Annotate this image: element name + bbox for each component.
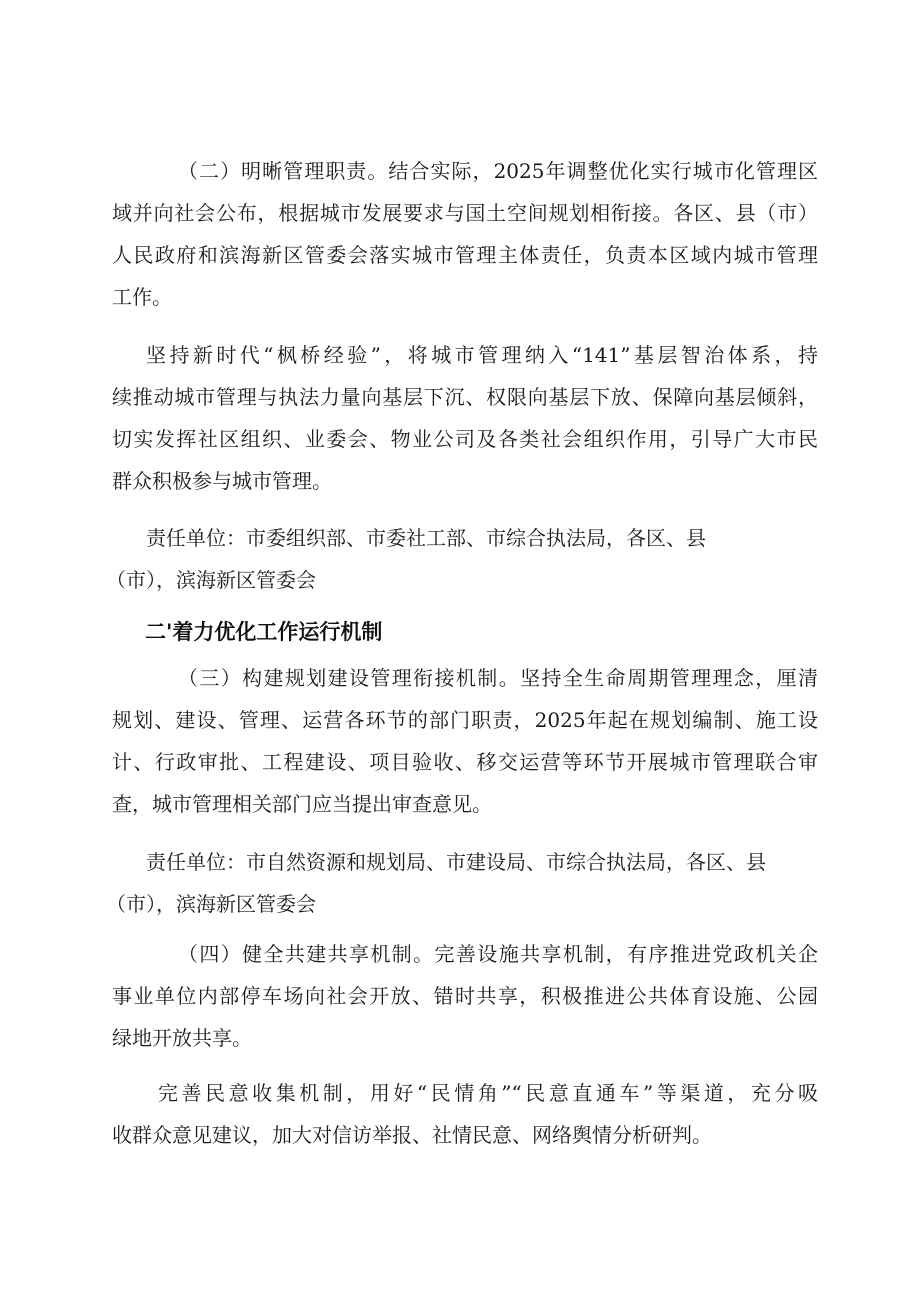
paragraph-line: 绿地开放共享。 (112, 1026, 252, 1050)
paragraph-line: 事业单位内部停车场向社会开放、错时共享，积极推进公共体育设施、公园 (112, 984, 818, 1008)
paragraph-line: （二）明晰管理职责。结合实际，2025年调整优化实行城市化管理区 (178, 159, 818, 183)
paragraph-duties (112, 150, 818, 318)
paragraph-line: 责任单位：市自然资源和规划局、市建设局、市综合执法局，各区、县 (146, 850, 766, 874)
paragraph-line: 人民政府和滨海新区管委会落实城市管理主体责任，负责本区域内城市管理 (112, 243, 818, 267)
paragraph-line: （四）健全共建共享机制。完善设施共享机制，有序推进党政机关企 (178, 942, 818, 966)
paragraph-sharing-mechanism (112, 933, 818, 1059)
paragraph-line: 坚持新时代“枫桥经验”，将城市管理纳入“141”基层智治体系，持 (146, 343, 818, 367)
paragraph-line: 责任单位：市委组织部、市委社工部、市综合执法局，各区、县 (146, 526, 706, 550)
paragraph-line: 续推动城市管理与执法力量向基层下沉、权限向基层下放、保障向基层倾斜， (112, 385, 818, 409)
paragraph-line: 切实发挥社区组织、业委会、物业公司及各类社会组织作用，引导广大市民 (112, 427, 818, 451)
paragraph-line: 查，城市管理相关部门应当提出审查意见。 (112, 792, 492, 816)
paragraph-responsible-units-1 (106, 517, 818, 601)
paragraph-planning-mechanism (112, 657, 818, 825)
paragraph-line: （市），滨海新区管委会 (106, 892, 316, 916)
paragraph-fengqiao (112, 334, 818, 502)
paragraph-line: 计、行政审批、工程建设、项目验收、移交运营等环节开展城市管理联合审 (112, 750, 818, 774)
paragraph-responsible-units-2 (106, 841, 818, 925)
paragraph-line: 群众积极参与城市管理。 (112, 469, 332, 493)
paragraph-line: 工作。 (112, 285, 172, 309)
paragraph-line: 域并向社会公布，根据城市发展要求与国土空间规划相衔接。各区、县（市） (112, 201, 818, 225)
paragraph-public-opinion (112, 1072, 818, 1156)
paragraph-line: 规划、建设、管理、运营各环节的部门职责，2025年起在规划编制、施工设 (112, 708, 818, 732)
section-heading: 二'着力优化工作运行机制 (145, 620, 383, 644)
paragraph-line: （三）构建规划建设管理衔接机制。坚持全生命周期管理理念，厘清 (178, 666, 818, 690)
paragraph-line: 完善民意收集机制，用好“民情角”“民意直通车”等渠道，充分吸 (158, 1081, 818, 1105)
paragraph-line: 收群众意见建议，加大对信访举报、社情民意、网络舆情分析研判。 (112, 1123, 712, 1147)
paragraph-line: （市），滨海新区管委会 (106, 568, 316, 592)
